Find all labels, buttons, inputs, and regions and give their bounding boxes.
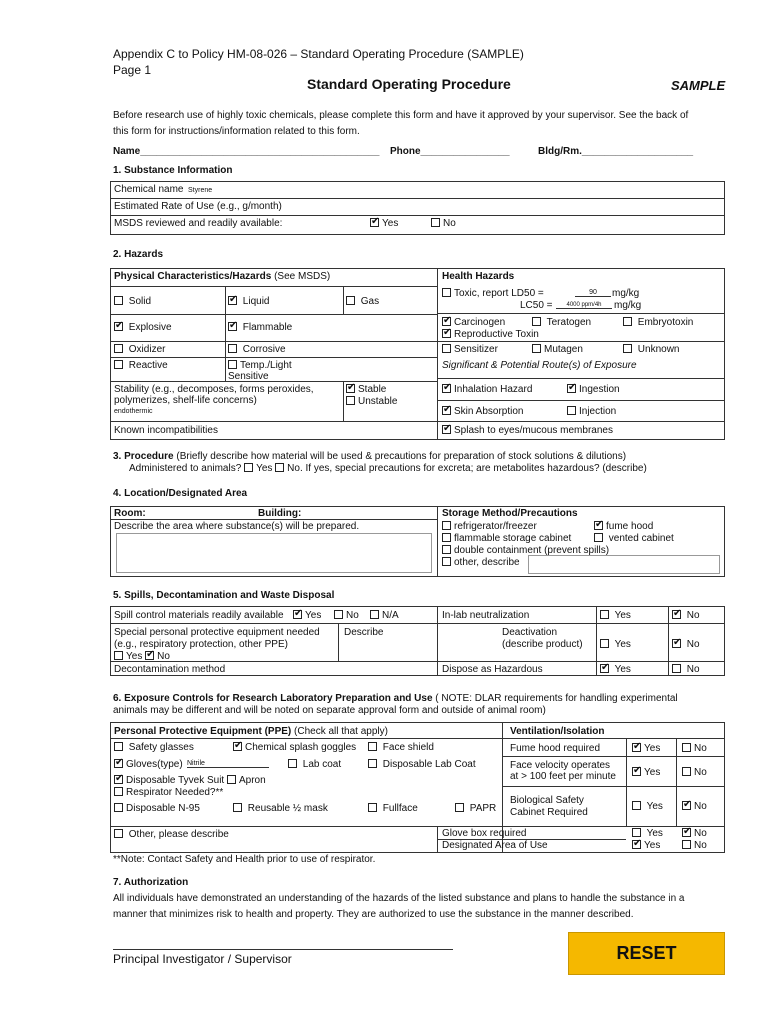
ppe-yes-checkbox[interactable]: [114, 651, 123, 660]
area-description-box[interactable]: [116, 533, 432, 573]
authorization-text-2: manner that minimizes risk to health and property. They are authorized to use the substance in the manner described.: [113, 909, 634, 920]
page-number: Page 1: [113, 63, 152, 77]
inlab-no-checkbox[interactable]: [672, 610, 681, 619]
face-vel-no-checkbox[interactable]: [682, 767, 691, 776]
other-ppe-option[interactable]: Other, please describe: [114, 829, 229, 840]
fridge-option[interactable]: refrigerator/freezer: [442, 521, 537, 532]
carcinogen-checkbox[interactable]: [442, 317, 451, 326]
section-3-title: 3. Procedure (Briefly describe how material will be used & precautions for preparation of stock solutions & dilutions): [113, 451, 627, 462]
bio-yes-option[interactable]: Yes: [632, 801, 663, 812]
reusable-mask-option[interactable]: Reusable ½ mask: [233, 803, 328, 814]
ppe-no-checkbox[interactable]: [145, 651, 154, 660]
deact-yes-option[interactable]: Yes: [600, 639, 631, 650]
mutagen-checkbox[interactable]: [532, 344, 541, 353]
lab-coat-option[interactable]: Lab coat: [288, 759, 341, 770]
explosive-option[interactable]: ✔ Explosive: [114, 322, 172, 333]
toxic-checkbox[interactable]: [442, 288, 451, 297]
splash-goggles-checkbox[interactable]: [233, 742, 242, 751]
oxidizer-option[interactable]: Oxidizer: [114, 344, 165, 355]
ppe-describe-label: Describe: [344, 627, 384, 638]
gloves-option[interactable]: ✔Gloves(type): [114, 759, 183, 770]
designated-area-label: Designated Area of Use: [442, 840, 548, 851]
phone-field[interactable]: Phone________________: [390, 146, 510, 157]
tyvek-option[interactable]: ✔Disposable Tyvek Suit Apron: [114, 775, 266, 786]
area-description-label: Describe the area where substance(s) will be prepared.: [114, 521, 360, 532]
incompatibilities-label: Known incompatibilities: [114, 425, 218, 436]
injection-checkbox[interactable]: [567, 406, 576, 415]
other-ppe-checkbox[interactable]: [114, 829, 123, 838]
glovebox-yes-checkbox[interactable]: [632, 828, 641, 837]
storage-other-box[interactable]: [528, 555, 720, 574]
deact-no-option[interactable]: ✔ No: [672, 639, 700, 650]
splash-option[interactable]: ✔Splash to eyes/mucous membranes: [442, 425, 613, 436]
glovebox-no-option[interactable]: ✔ No: [682, 828, 707, 839]
repro-toxin-checkbox[interactable]: [442, 329, 451, 338]
section-7-title: 7. Authorization: [113, 877, 189, 888]
spill-yes-checkbox[interactable]: [293, 610, 302, 619]
spill-yes-option[interactable]: ✔ Yes: [293, 610, 321, 621]
respirator-option[interactable]: Respirator Needed?**: [114, 787, 223, 798]
toxic-option[interactable]: Toxic, report LD50 =: [442, 288, 544, 299]
flam-cabinet-option[interactable]: flammable storage cabinet: [442, 533, 571, 544]
bio-no-option[interactable]: ✔ No: [682, 801, 707, 812]
explosive-checkbox[interactable]: [114, 322, 123, 331]
fridge-checkbox[interactable]: [442, 521, 451, 530]
dispose-no-checkbox[interactable]: [672, 664, 681, 673]
spill-control-label: Spill control materials readily available: [114, 610, 284, 621]
liquid-option[interactable]: ✔ Liquid: [228, 296, 269, 307]
bldg-field[interactable]: Bldg/Rm.____________________: [538, 146, 694, 157]
teratogen-checkbox[interactable]: [532, 317, 541, 326]
n95-checkbox[interactable]: [114, 803, 123, 812]
fume-req-no-option[interactable]: No: [682, 743, 707, 754]
physical-hazards-header: Physical Characteristics/Hazards (See MSDS): [114, 271, 331, 282]
glove-box-label: Glove box required: [442, 828, 527, 839]
ingestion-checkbox[interactable]: [567, 384, 576, 393]
inlab-yes-checkbox[interactable]: [600, 610, 609, 619]
animals-no-checkbox[interactable]: [275, 463, 284, 472]
animals-yes-checkbox[interactable]: [244, 463, 253, 472]
inhalation-option[interactable]: ✔Inhalation Hazard: [442, 384, 532, 395]
storage-header: Storage Method/Precautions: [442, 508, 578, 519]
glovebox-no-checkbox[interactable]: [682, 828, 691, 837]
fullface-checkbox[interactable]: [368, 803, 377, 812]
stable-option[interactable]: ✔Stable: [346, 384, 386, 395]
reactive-checkbox[interactable]: [114, 360, 123, 369]
dispose-hazardous-label: Dispose as Hazardous: [442, 664, 543, 675]
chemical-name-label: Chemical name: [114, 184, 184, 195]
bio-cabinet-label-2: Cabinet Required: [510, 807, 588, 818]
stability-label-2: polymerizes, shelf-life concerns): [114, 395, 257, 406]
respirator-footnote: **Note: Contact Safety and Health prior to use of respirator.: [113, 854, 376, 865]
temp-light-option[interactable]: Temp./Light: [228, 360, 292, 371]
section-1-title: 1. Substance Information: [113, 165, 233, 176]
fume-hood-required-label: Fume hood required: [510, 743, 601, 754]
papr-checkbox[interactable]: [455, 803, 464, 812]
gloves-type-input[interactable]: Nitrile: [187, 760, 269, 768]
section-4-title: 4. Location/Designated Area: [113, 488, 248, 499]
fume-req-yes-checkbox[interactable]: [632, 743, 641, 752]
papr-option[interactable]: PAPR: [455, 803, 496, 814]
skin-absorption-checkbox[interactable]: [442, 406, 451, 415]
designated-no-option[interactable]: No: [682, 840, 707, 851]
special-ppe-label: Special personal protective equipment needed: [114, 627, 320, 638]
gas-checkbox[interactable]: [346, 296, 355, 305]
mutagen-option[interactable]: Mutagen: [532, 344, 583, 355]
msds-label: MSDS reviewed and readily available:: [114, 218, 283, 229]
disp-lab-coat-checkbox[interactable]: [368, 759, 377, 768]
n95-option[interactable]: Disposable N-95: [114, 803, 200, 814]
dispose-no-option[interactable]: No: [672, 664, 700, 675]
face-velocity-label: Face velocity operates: [510, 760, 611, 771]
decon-method-label: Decontamination method: [114, 664, 226, 675]
health-hazards-header: Health Hazards: [442, 271, 515, 282]
inlab-yes-option[interactable]: Yes: [600, 610, 631, 621]
liquid-checkbox[interactable]: [228, 296, 237, 305]
spill-na-checkbox[interactable]: [370, 610, 379, 619]
other-storage-option[interactable]: other, describe: [442, 557, 520, 568]
reusable-mask-checkbox[interactable]: [233, 803, 242, 812]
double-containment-checkbox[interactable]: [442, 545, 451, 554]
deact-no-checkbox[interactable]: [672, 639, 681, 648]
solid-checkbox[interactable]: [114, 296, 123, 305]
carcinogen-option[interactable]: ✔Carcinogen: [442, 317, 505, 328]
section-5-title: 5. Spills, Decontamination and Waste Disposal: [113, 590, 335, 601]
glovebox-yes-option[interactable]: Yes: [632, 828, 663, 839]
skin-absorption-option[interactable]: ✔Skin Absorption: [442, 406, 524, 417]
disp-lab-coat-option[interactable]: Disposable Lab Coat: [368, 759, 476, 770]
gas-option[interactable]: Gas: [346, 296, 379, 307]
lab-coat-checkbox[interactable]: [288, 759, 297, 768]
face-vel-no-option[interactable]: No: [682, 767, 707, 778]
signature-label: Principal Investigator / Supervisor: [113, 952, 292, 966]
unknown-checkbox[interactable]: [623, 344, 632, 353]
dispose-yes-option[interactable]: ✔ Yes: [600, 664, 631, 675]
bio-yes-checkbox[interactable]: [632, 801, 641, 810]
deactivation-label-2: (describe product): [502, 639, 583, 650]
double-containment-option[interactable]: double containment (prevent spills): [442, 545, 609, 556]
ppe-header: Personal Protective Equipment (PPE) (Check all that apply): [114, 726, 388, 737]
solid-option[interactable]: Solid: [114, 296, 151, 307]
rate-of-use-label: Estimated Rate of Use (e.g., g/month): [114, 201, 282, 212]
flammable-checkbox[interactable]: [228, 322, 237, 331]
building-label: Building:: [258, 508, 302, 519]
face-vel-yes-option[interactable]: ✔ Yes: [632, 767, 660, 778]
authorization-text-1: All individuals have demonstrated an understanding of the hazards of the listed substance and plans to handle the substance in a: [113, 893, 685, 904]
face-vel-yes-checkbox[interactable]: [632, 767, 641, 776]
reactive-option[interactable]: Reactive: [114, 360, 168, 371]
inlab-neutralization-label: In-lab neutralization: [442, 610, 530, 621]
lc50-unit: mg/kg: [614, 300, 642, 311]
form-title: Standard Operating Procedure: [307, 76, 511, 92]
unstable-checkbox[interactable]: [346, 396, 355, 405]
stability-label: Stability (e.g., decomposes, forms peroxides,: [114, 384, 314, 395]
intro-line-2: this form for instructions/information related to this form.: [113, 126, 360, 137]
chemical-name-input[interactable]: Styrene: [188, 187, 213, 194]
face-velocity-label-2: at > 100 feet per minute: [510, 771, 616, 782]
spill-no-option[interactable]: No: [334, 610, 359, 621]
fume-req-yes-option[interactable]: ✔ Yes: [632, 743, 660, 754]
fume-hood-checkbox[interactable]: [594, 521, 603, 530]
sample-label: SAMPLE: [671, 78, 726, 93]
flam-cabinet-checkbox[interactable]: [442, 533, 451, 542]
stable-checkbox[interactable]: [346, 384, 355, 393]
reset-button[interactable]: RESET: [568, 932, 725, 975]
dispose-yes-checkbox[interactable]: [600, 664, 609, 673]
designated-no-checkbox[interactable]: [682, 840, 691, 849]
unknown-option[interactable]: Unknown: [623, 344, 679, 355]
safety-glasses-checkbox[interactable]: [114, 742, 123, 751]
routes-label: Significant & Potential Route(s) of Exposure: [442, 360, 637, 371]
intro-line-1: Before research use of highly toxic chemicals, please complete this form and have it approved by your supervisor. See the back of: [113, 110, 689, 121]
repro-toxin-option[interactable]: ✔Reproductive Toxin: [442, 329, 539, 340]
msds-yes-checkbox[interactable]: [370, 218, 379, 227]
other-storage-checkbox[interactable]: [442, 557, 451, 566]
designated-yes-checkbox[interactable]: [632, 840, 641, 849]
lc50-label: LC50 =: [520, 300, 553, 311]
corrosive-checkbox[interactable]: [228, 344, 237, 353]
tyvek-checkbox[interactable]: [114, 775, 123, 784]
safety-glasses-option[interactable]: Safety glasses: [114, 742, 194, 753]
section-6-title: 6. Exposure Controls for Research Laboratory Preparation and Use ( NOTE: DLAR requirements for handling experimental: [113, 693, 678, 704]
gloves-checkbox[interactable]: [114, 759, 123, 768]
designated-yes-option[interactable]: ✔Yes: [632, 840, 660, 851]
apron-checkbox[interactable]: [227, 775, 236, 784]
stability-input[interactable]: endothermic: [114, 408, 153, 415]
splash-goggles-option[interactable]: ✔ Chemical splash goggles: [233, 742, 356, 753]
teratogen-option[interactable]: Teratogen: [532, 317, 591, 328]
sensitizer-checkbox[interactable]: [442, 344, 451, 353]
vented-cabinet-option[interactable]: vented cabinet: [594, 533, 674, 544]
ld50-unit: mg/kg: [612, 288, 640, 299]
ventilation-header: Ventilation/Isolation: [510, 726, 605, 737]
room-label: Room:: [114, 508, 146, 519]
name-field[interactable]: Name___________________________________________: [113, 146, 380, 157]
lc50-input[interactable]: 4000 ppm/4h: [556, 302, 612, 309]
msds-no-option[interactable]: No: [431, 218, 456, 229]
special-ppe-label-2: (e.g., respiratory protection, other PPE): [114, 639, 288, 650]
appendix-heading: Appendix C to Policy HM-08-026 – Standard Operating Procedure (SAMPLE): [113, 47, 524, 61]
face-shield-option[interactable]: Face shield: [368, 742, 434, 753]
section-2-title: 2. Hazards: [113, 249, 164, 260]
ingestion-option[interactable]: ✔ Ingestion: [567, 384, 620, 395]
unstable-option[interactable]: Unstable: [346, 396, 397, 407]
msds-no-checkbox[interactable]: [431, 218, 440, 227]
face-shield-checkbox[interactable]: [368, 742, 377, 751]
fume-hood-option[interactable]: ✔ fume hood: [594, 521, 653, 532]
temp-light-checkbox[interactable]: [228, 360, 237, 369]
embryotoxin-checkbox[interactable]: [623, 317, 632, 326]
fume-req-no-checkbox[interactable]: [682, 743, 691, 752]
embryotoxin-option[interactable]: Embryotoxin: [623, 317, 693, 328]
section-6-note: animals may be different and will be noted on separate approval form and outside of animal room): [113, 705, 546, 716]
inhalation-checkbox[interactable]: [442, 384, 451, 393]
msds-yes-option[interactable]: ✔ Yes: [370, 218, 398, 229]
bio-cabinet-label: Biological Safety: [510, 795, 584, 806]
special-ppe-options: Yes ✔ No: [114, 651, 170, 662]
respirator-checkbox[interactable]: [114, 787, 123, 796]
injection-option[interactable]: Injection: [567, 406, 616, 417]
flammable-option[interactable]: ✔ Flammable: [228, 322, 292, 333]
deactivation-label: Deactivation: [502, 627, 558, 638]
temp-light-label-2: Sensitive: [228, 371, 269, 382]
oxidizer-checkbox[interactable]: [114, 344, 123, 353]
sensitizer-option[interactable]: Sensitizer: [442, 344, 498, 355]
deact-yes-checkbox[interactable]: [600, 639, 609, 648]
inlab-no-option[interactable]: ✔ No: [672, 610, 700, 621]
splash-checkbox[interactable]: [442, 425, 451, 434]
fullface-option[interactable]: Fullface: [368, 803, 418, 814]
corrosive-option[interactable]: Corrosive: [228, 344, 286, 355]
animals-question: Administered to animals? Yes No. If yes, special precautions for excreta; are metabolites hazardous? (describe): [129, 463, 647, 474]
bio-no-checkbox[interactable]: [682, 801, 691, 810]
spill-no-checkbox[interactable]: [334, 610, 343, 619]
vented-cabinet-checkbox[interactable]: [594, 533, 603, 542]
spill-na-option[interactable]: N/A: [370, 610, 399, 621]
ld50-input[interactable]: 90: [575, 289, 611, 297]
